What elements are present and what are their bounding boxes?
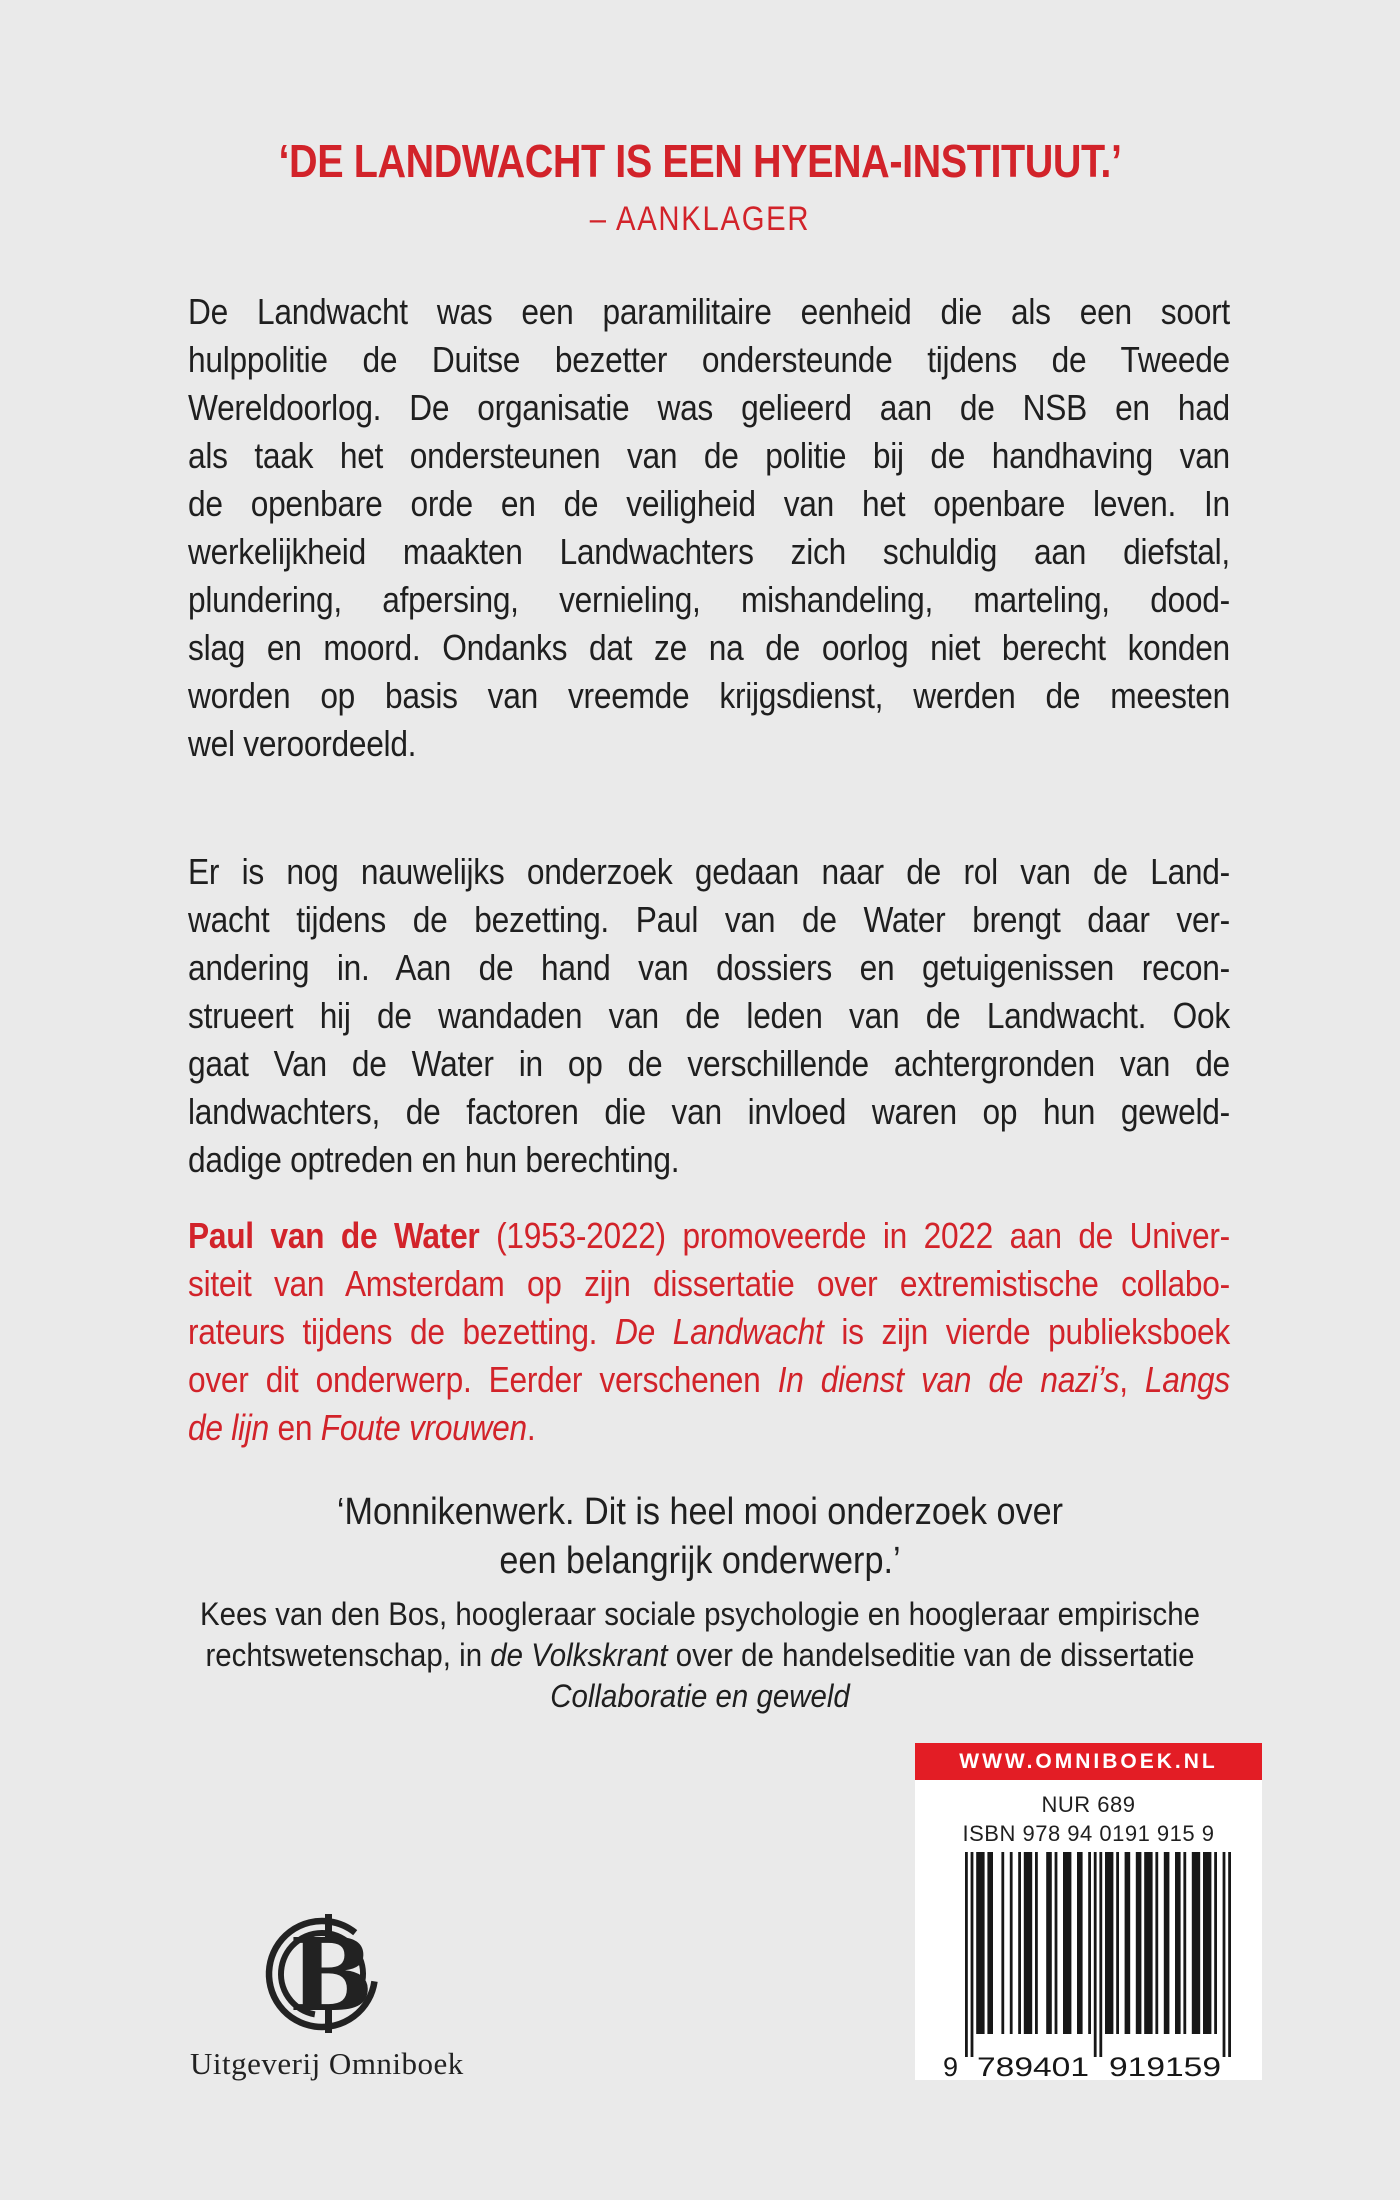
svg-text:9: 9: [942, 2052, 958, 2080]
publisher-name: Uitgeverij Omniboek: [190, 2046, 464, 2081]
isbn-barcode-box: [915, 1780, 1262, 2080]
blurb-paragraph-2: Er is nog nauwelijks onderzoek gedaan naar de rol van de Land- wacht tijdens de bezetting. Paul van de Water brengt daar ver- andering in. Aan de hand van dossiers en getuigenissen recon- strueert hij de wandaden van de leden van de Landwacht. Ook gaat Van de Water in op de verschillende achtergronden van de landwachters, de factoren die van invloed waren op hun geweld- dadige optreden en hun berechting.: [188, 851, 1230, 1180]
author-bio: Paul van de Water (1953-2022) promoveerde in 2022 aan de Univer- siteit van Amsterdam op zijn dissertatie over extremistische collabo- rateurs tijdens de bezetting. De Landwacht is zijn vierde publieksboek over dit onderwerp. Eerder verschenen In dienst van de nazi’s, Langs de lijn en Foute vrouwen.: [188, 1215, 1230, 1448]
review-attribution: Kees van den Bos, hoogleraar sociale psychologie en hoogleraar empirische rechtswetenschap, in de Volkskrant over de handelseditie van de dissertatie Collaboratie en geweld: [200, 1596, 1200, 1714]
ean-barcode: [939, 1852, 1239, 2080]
publisher-logo-mark: [252, 1902, 392, 2046]
headline-attribution: – AANKLAGER: [589, 200, 811, 238]
headline-quote: ‘DE LANDWACHT IS EEN HYENA-INSTITUUT.’: [278, 135, 1122, 187]
blurb-paragraph-1: De Landwacht was een paramilitaire eenheid die als een soort hulppolitie de Duitse bezetter ondersteunde tijdens de Tweede Wereldoorlog. De organisatie was gelieerd aan de NSB en had als taak het ondersteunen van de politie bij de handhaving van de openbare orde en de veiligheid van het openbare leven. In werkelijkheid maakten Landwachters zich schuldig aan diefstal, plundering, afpersing, vernieling, mishandeling, marteling, dood- slag en moord. Ondanks dat ze na de oorlog niet berecht konden worden op basis van vreemde krijgsdienst, werden de meesten wel veroordeeld.: [188, 291, 1230, 764]
publisher-website: WWW.OMNIBOEK.NL: [959, 1749, 1218, 1773]
review-quote: ‘Monnikenwerk. Dit is heel mooi onderzoek over een belangrijk onderwerp.’: [336, 1491, 1064, 1582]
isbn-number: ISBN 978 94 0191 915 9: [962, 1821, 1215, 1846]
publisher-logo: [252, 1902, 392, 2046]
svg-text:789401: 789401: [976, 2052, 1089, 2080]
svg-text:919159: 919159: [1108, 2052, 1221, 2080]
nur-code: NUR 689: [1041, 1792, 1136, 1817]
publisher-website-banner: [915, 1743, 1262, 1780]
logo-letter: B: [288, 1916, 374, 2034]
